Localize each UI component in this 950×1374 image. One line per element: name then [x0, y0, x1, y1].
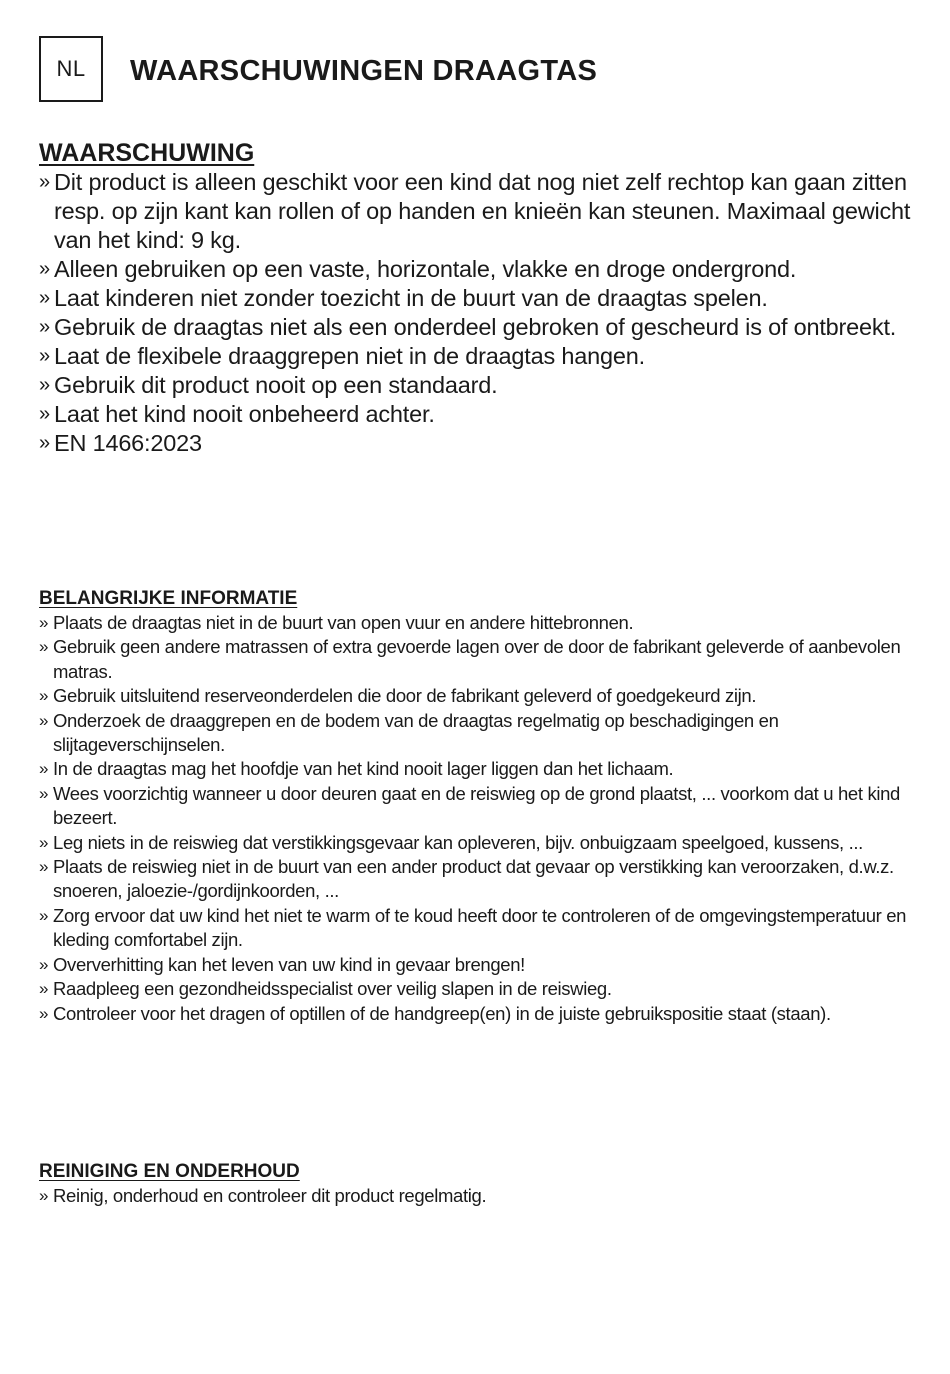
bullet-icon: »	[39, 710, 49, 730]
document-title: WAARSCHUWINGEN DRAAGTAS	[130, 55, 598, 87]
warning-heading: WAARSCHUWING	[39, 139, 255, 167]
list-item	[39, 1002, 919, 1026]
language-badge	[39, 36, 103, 102]
bullet-icon: »	[39, 1003, 49, 1023]
bullet-icon: »	[39, 857, 49, 877]
bullet-icon: »	[39, 1186, 49, 1205]
list-item	[39, 1184, 919, 1208]
list-item-text: Plaats de reiswieg niet in de buurt van een ander product dat gevaar op verstikking kan veroorzaken, d.w.z. snoeren, jaloezie-/gordijnkoorden, ...	[53, 856, 894, 902]
important-info-heading: BELANGRIJKE INFORMATIE	[39, 588, 298, 609]
bullet-icon: »	[39, 374, 50, 396]
important-info-list	[39, 611, 919, 1026]
list-item-text: Gebruik dit product nooit op een standaard.	[54, 372, 498, 398]
list-item-text: Gebruik uitsluitend reserveonderdelen die door de fabrikant geleverd of goedgekeurd zijn.	[53, 685, 757, 707]
bullet-icon: »	[39, 832, 49, 852]
list-item-text: Gebruik geen andere matrassen of extra gevoerde lagen over de door de fabrikant geleverde of aanbevolen matras.	[53, 636, 901, 682]
bullet-icon: »	[39, 686, 49, 706]
list-item	[39, 371, 919, 400]
list-item	[39, 429, 919, 458]
list-item	[39, 400, 919, 429]
list-item-text: Raadpleeg een gezondheidsspecialist over veilig slapen in de reiswieg.	[53, 978, 612, 1000]
list-item-text: Oververhitting kan het leven van uw kind in gevaar brengen!	[53, 953, 525, 975]
cleaning-list	[39, 1184, 919, 1208]
bullet-icon: »	[39, 979, 49, 999]
cleaning-section	[39, 1160, 919, 1208]
language-code: NL	[56, 56, 86, 81]
list-item-text: In de draagtas mag het hoofdje van het kind nooit lager liggen dan het lichaam.	[53, 758, 674, 780]
list-item-text: Dit product is alleen geschikt voor een kind dat nog niet zelf rechtop kan gaan zitten resp. op zijn kant kan rollen of op handen en knieën kan steunen. Maximaal gewicht van het kind: 9 kg.	[54, 169, 911, 253]
list-item-text: Plaats de draagtas niet in de buurt van open vuur en andere hittebronnen.	[53, 612, 634, 633]
bullet-icon: »	[39, 432, 50, 454]
bullet-icon: »	[39, 613, 49, 632]
bullet-icon: »	[39, 258, 50, 280]
list-item-text: Laat de flexibele draaggrepen niet in de draagtas hangen.	[54, 343, 645, 369]
list-item	[39, 782, 919, 831]
bullet-icon: »	[39, 783, 49, 803]
list-item-text: EN 1466:2023	[54, 430, 202, 456]
list-item-text: Alleen gebruiken op een vaste, horizontale, vlakke en droge ondergrond.	[54, 256, 797, 282]
list-item-text: Gebruik de draagtas niet als een onderdeel gebroken of gescheurd is of ontbreekt.	[54, 314, 897, 340]
bullet-icon: »	[39, 403, 50, 425]
list-item-text: Wees voorzichtig wanneer u door deuren gaat en de reiswieg op de grond plaatst, ... voorkom dat u het kind bezeert.	[53, 782, 900, 829]
list-item	[39, 284, 919, 313]
bullet-icon: »	[39, 759, 49, 779]
list-item	[39, 168, 919, 255]
bullet-icon: »	[39, 345, 50, 367]
list-item-text: Leg niets in de reiswieg dat verstikkingsgevaar kan opleveren, bijv. onbuigzaam speelgoed, kussens, ...	[53, 831, 863, 853]
list-item	[39, 684, 919, 708]
warning-list	[39, 168, 919, 458]
warning-section	[39, 138, 919, 458]
list-item	[39, 977, 919, 1001]
list-item-text: Zorg ervoor dat uw kind het niet te warm of te koud heeft door te controleren of de omgevingstemperatuur en kleding comfortabel zijn.	[53, 904, 907, 951]
list-item	[39, 611, 919, 635]
list-item-text: Laat het kind nooit onbeheerd achter.	[54, 401, 435, 427]
bullet-icon: »	[39, 287, 50, 309]
bullet-icon: »	[39, 637, 49, 657]
bullet-icon: »	[39, 954, 49, 974]
list-item	[39, 904, 919, 953]
list-item-text: Reinig, onderhoud en controleer dit product regelmatig.	[53, 1185, 487, 1206]
list-item	[39, 313, 919, 342]
list-item	[39, 831, 919, 855]
list-item	[39, 635, 919, 684]
bullet-icon: »	[39, 905, 49, 925]
list-item	[39, 342, 919, 371]
cleaning-heading: REINIGING EN ONDERHOUD	[39, 1161, 300, 1182]
list-item-text: Controleer voor het dragen of optillen of de handgreep(en) in de juiste gebruikspositie staat (staan).	[53, 1002, 831, 1024]
list-item	[39, 855, 919, 904]
bullet-icon: »	[39, 171, 50, 193]
list-item	[39, 953, 919, 977]
list-item	[39, 709, 919, 758]
list-item-text: Laat kinderen niet zonder toezicht in de buurt van de draagtas spelen.	[54, 285, 768, 311]
important-info-section	[39, 587, 919, 1026]
list-item	[39, 757, 919, 781]
list-item	[39, 255, 919, 284]
list-item-text: Onderzoek de draaggrepen en de bodem van de draagtas regelmatig op beschadigingen en slijtageverschijnselen.	[53, 709, 779, 756]
bullet-icon: »	[39, 316, 50, 338]
